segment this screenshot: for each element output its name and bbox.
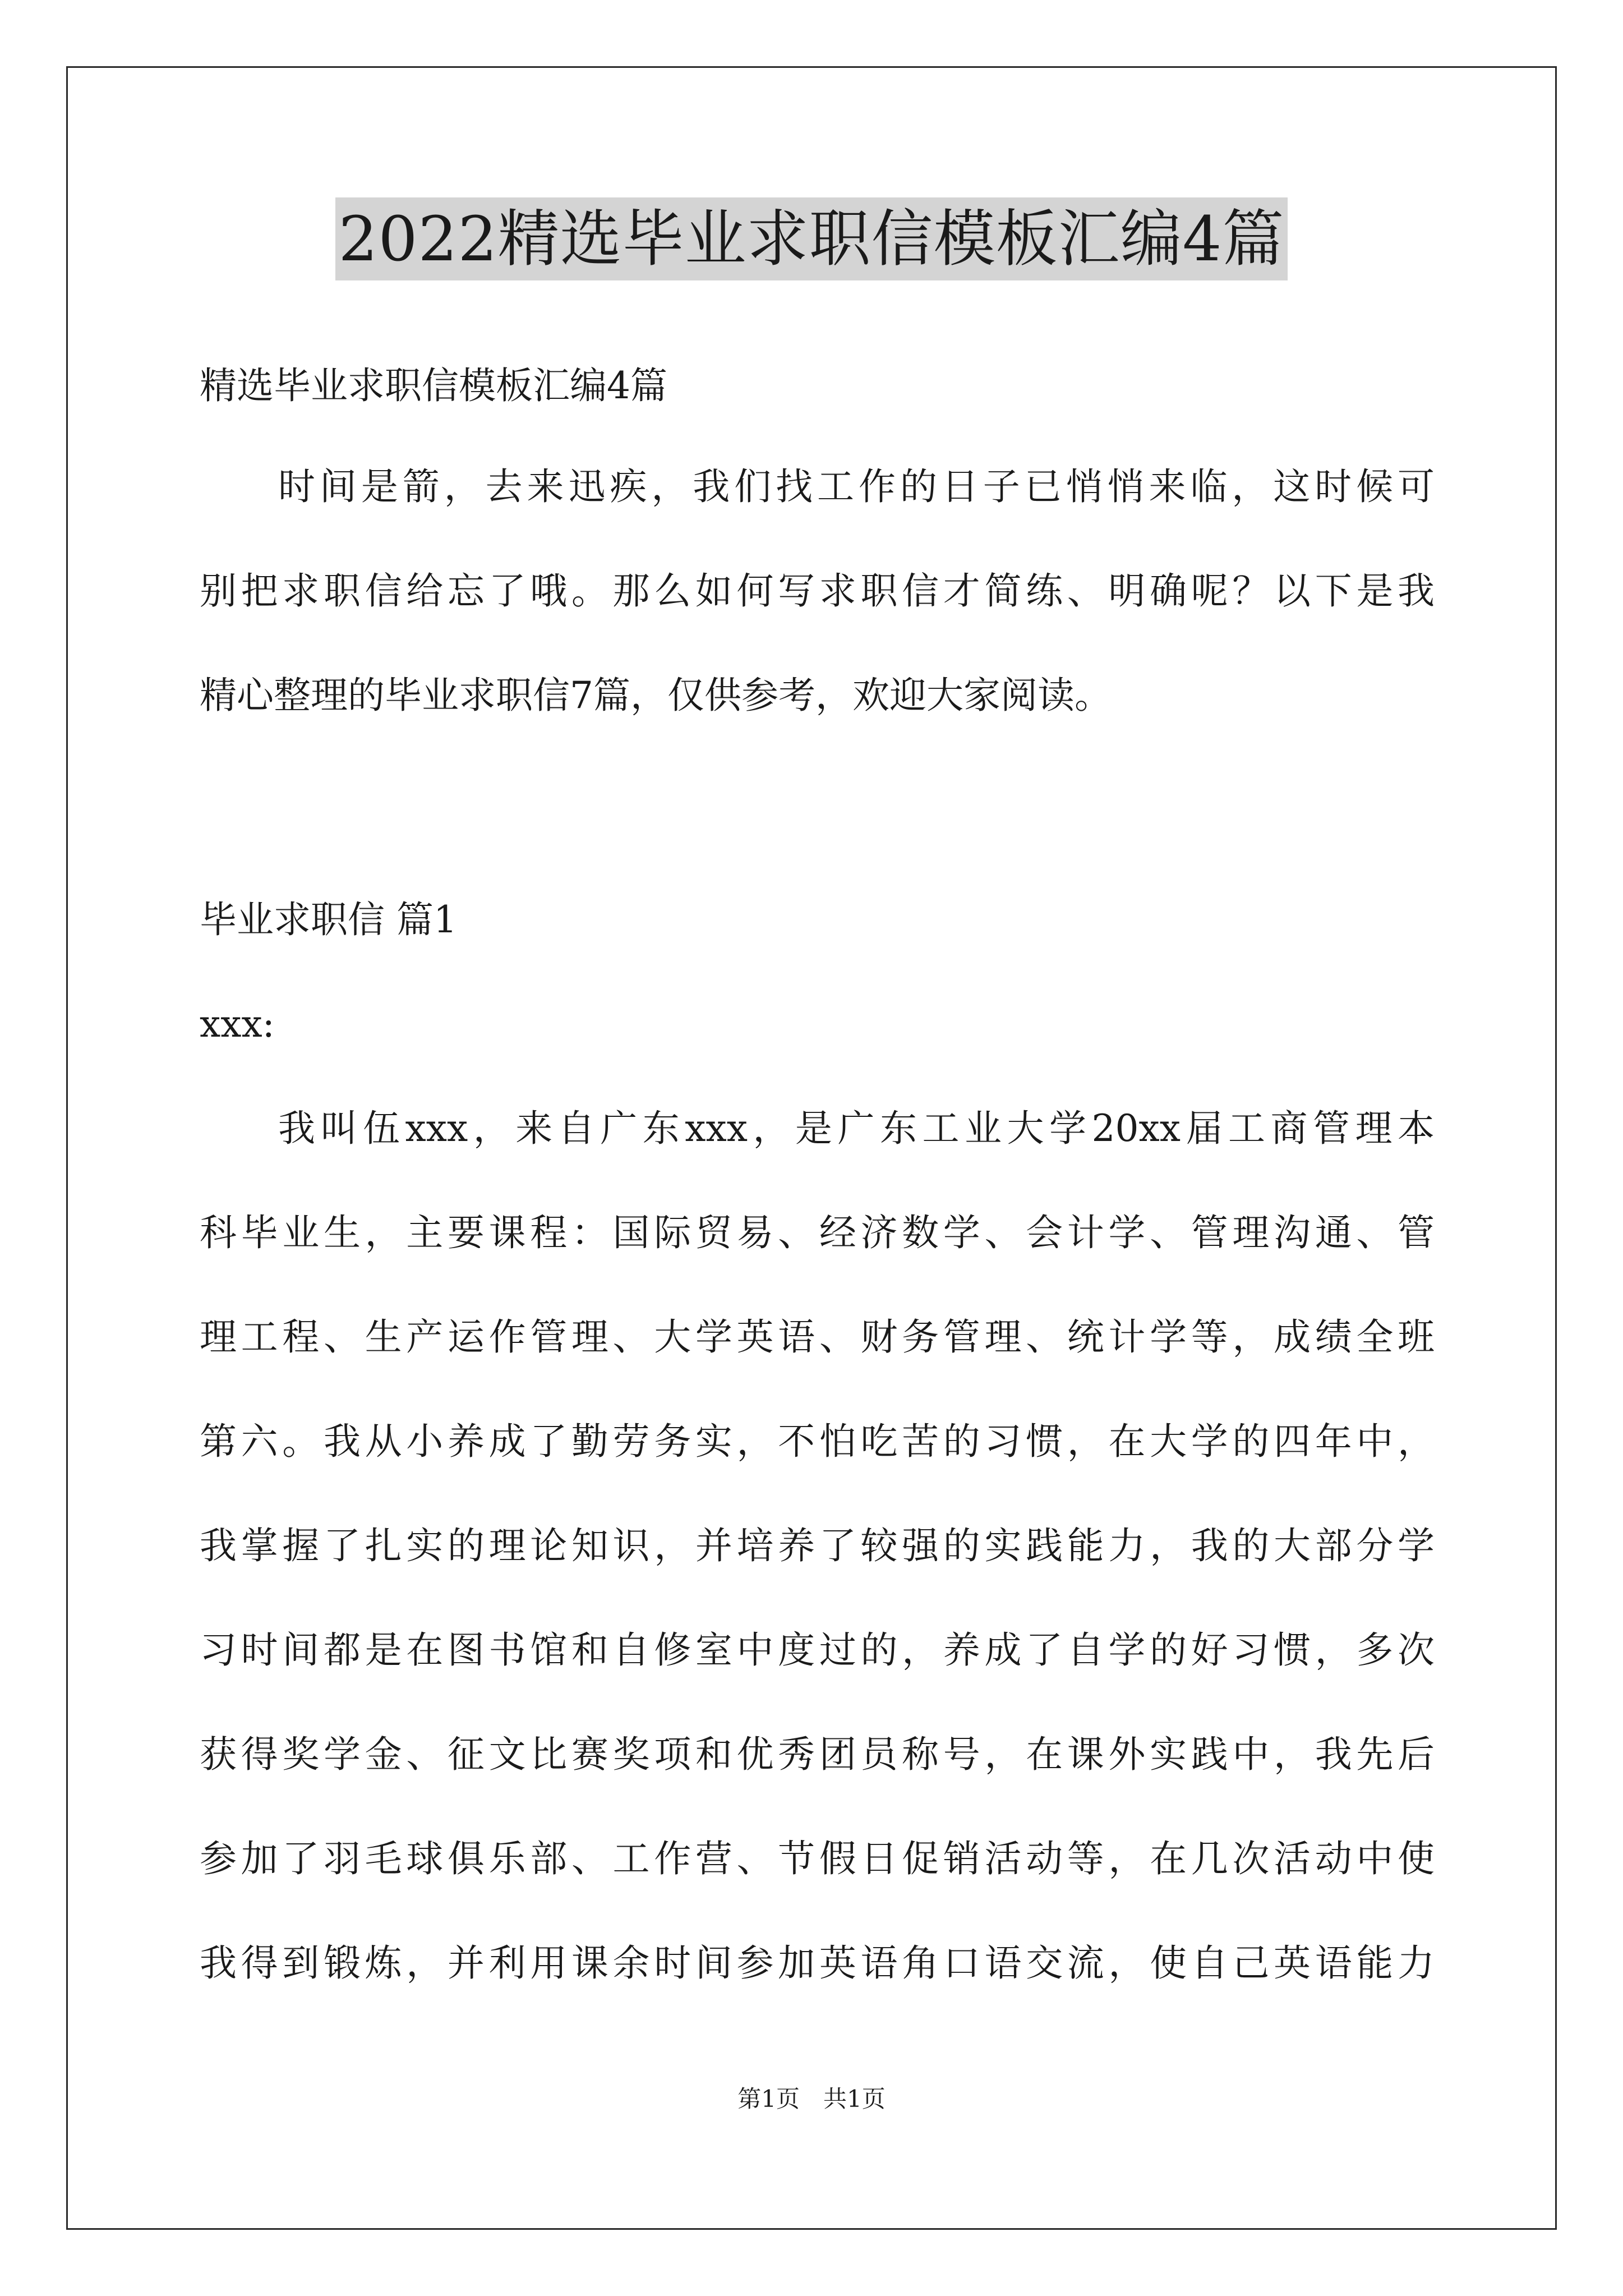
body-line: 我叫伍xxx，来自广东xxx，是广东工业大学20xx届工商管理本 <box>278 1107 1435 1150</box>
title-container <box>0 197 1623 280</box>
intro-line: 时间是箭，去来迅疾，我们找工作的日子已悄悄来临，这时候可 <box>278 465 1435 508</box>
intro-line: 别把求职信给忘了哦。那么如何写求职信才简练、明确呢？以下是我 <box>200 569 1435 613</box>
body-line: 获得奖学金、征文比赛奖项和优秀团员称号，在课外实践中，我先后 <box>200 1733 1435 1776</box>
body-line: 我掌握了扎实的理论知识，并培养了较强的实践能力，我的大部分学 <box>200 1524 1435 1567</box>
section-heading: 毕业求职信 篇1 <box>200 898 457 941</box>
page-footer: 第1页 共1页 <box>737 2085 886 2113</box>
document-title: 2022精选毕业求职信模板汇编4篇 <box>335 197 1288 280</box>
salutation: xxx: <box>200 1002 275 1046</box>
body-line: 我得到锻炼，并利用课余时间参加英语角口语交流，使自己英语能力 <box>200 1941 1435 1985</box>
body-line: 习时间都是在图书馆和自修室中度过的，养成了自学的好习惯，多次 <box>200 1628 1435 1672</box>
body-line: 科毕业生，主要课程：国际贸易、经济数学、会计学、管理沟通、管 <box>200 1211 1435 1254</box>
body-line: 第六。我从小养成了勤劳务实，不怕吃苦的习惯，在大学的四年中， <box>200 1420 1435 1463</box>
document-subtitle: 精选毕业求职信模板汇编4篇 <box>200 364 667 407</box>
body-line: 理工程、生产运作管理、大学英语、财务管理、统计学等，成绩全班 <box>200 1315 1435 1359</box>
intro-line: 精心整理的毕业求职信7篇，仅供参考，欢迎大家阅读。 <box>200 674 1112 717</box>
body-line: 参加了羽毛球俱乐部、工作营、节假日促销活动等，在几次活动中使 <box>200 1837 1435 1880</box>
